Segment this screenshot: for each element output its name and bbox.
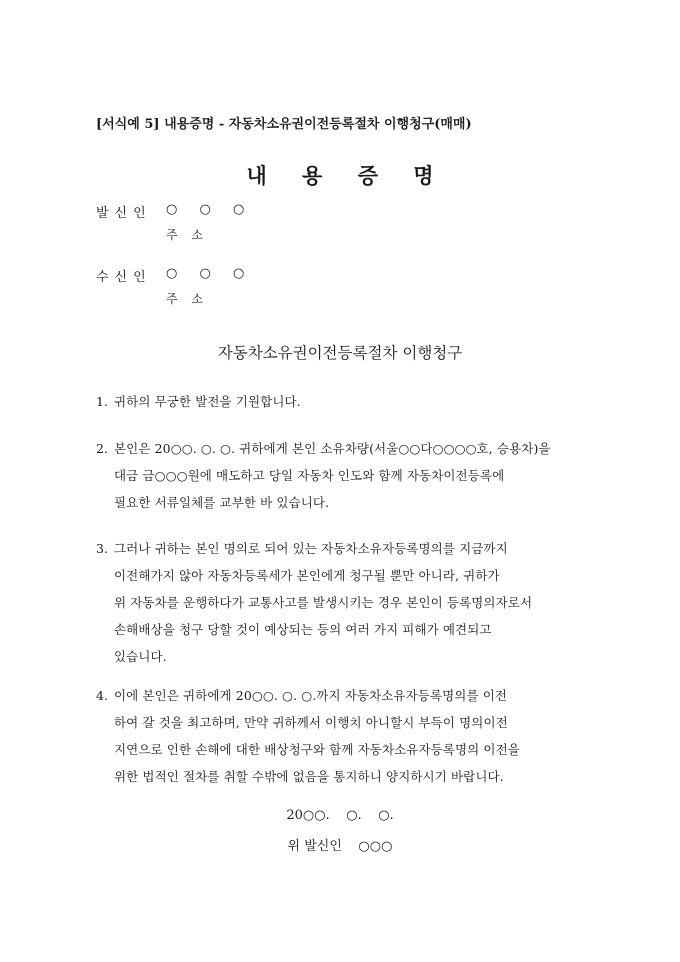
- paragraph-line: 하여 갈 것을 최고하며, 만약 귀하께서 이행치 아니할시 부득이 명의이전: [114, 715, 508, 730]
- paragraph-line: 위 자동차를 운행하다가 교통사고를 발생시키는 경우 본인이 등록명의자로서: [114, 595, 533, 610]
- paragraph-number: 3.: [96, 541, 108, 556]
- paragraph-line: 이전해가지 않아 자동차등록세가 본인에게 청구될 뿐만 아니라, 귀하가: [114, 568, 500, 583]
- paragraph-4: [96, 682, 596, 790]
- recipient-address-label: 주 소: [166, 292, 208, 306]
- paragraph-line: 이에 본인은 귀하에게 20○○. ○. ○.까지 자동차소유자등록명의를 이전: [114, 688, 508, 703]
- paragraph-line: 있습니다.: [114, 649, 167, 664]
- paragraph-number: 4.: [96, 688, 108, 703]
- signer-line: 위 발신인 ○○○: [287, 839, 393, 854]
- paragraph-3: [96, 535, 596, 670]
- form-heading: [서식예 5] 내용증명 - 자동차소유권이전등록절차 이행청구(매매): [96, 117, 472, 132]
- paragraph-1: [96, 388, 596, 415]
- sender-address-label: 주 소: [166, 228, 208, 242]
- paragraph-line: 위한 법적인 절차를 취할 수밖에 없음을 통지하니 양지하시기 바랍니다.: [114, 769, 504, 784]
- paragraph-line: 필요한 서류일체를 교부한 바 있습니다.: [114, 495, 330, 510]
- paragraph-line: 귀하의 무궁한 발전을 기원합니다.: [114, 394, 301, 409]
- paragraph-line: 본인은 20○○. ○. ○. 귀하에게 본인 소유차량(서울○○다○○○○호, 승용차)을: [114, 441, 551, 456]
- recipient-name: ○ ○ ○: [166, 266, 254, 281]
- paragraph-2: [96, 435, 596, 516]
- paragraph-line: 손해배상을 청구 당할 것이 예상되는 등의 여러 가지 피해가 예견되고: [114, 622, 492, 637]
- recipient-label: 수신인: [96, 270, 152, 285]
- document-title: 내 용 증 명: [246, 163, 448, 188]
- paragraph-line: 그러나 귀하는 본인 명의로 되어 있는 자동차소유자등록명의를 지금까지: [114, 541, 508, 556]
- sender-name: ○ ○ ○: [166, 202, 254, 217]
- paragraph-number: 1.: [96, 394, 108, 409]
- paragraph-line: 지연으로 인한 손해에 대한 배상청구와 함께 자동차소유자등록명의 이전을: [114, 742, 520, 757]
- subject-title: 자동차소유권이전등록절차 이행청구: [217, 344, 463, 362]
- sender-label: 발신인: [96, 206, 152, 221]
- paragraph-number: 2.: [96, 441, 108, 456]
- document-date: 20○○. ○. ○.: [286, 808, 394, 823]
- paragraph-line: 대금 금○○○원에 매도하고 당일 자동차 인도와 함께 자동차이전등록에: [114, 468, 505, 483]
